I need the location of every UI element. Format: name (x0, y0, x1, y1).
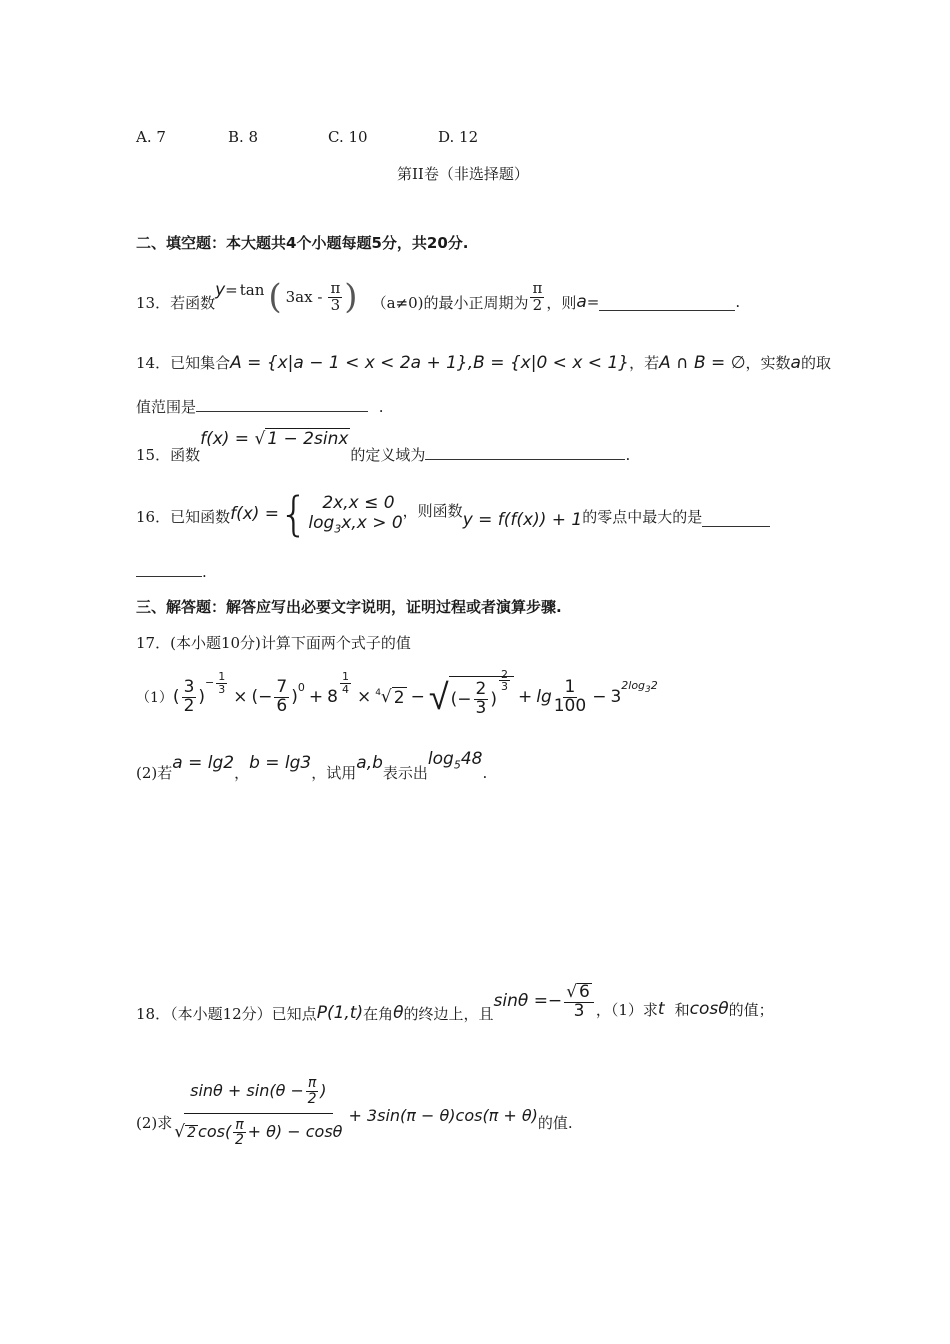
q17-part2 (136, 749, 488, 784)
q13-period-fraction: $\frac{\pi}{2}$ (532, 278, 543, 314)
section-heading-fill-blank: 二、填空题：本大题共4个小题每题5分，共20分. (136, 234, 469, 252)
q17-log: $\log_548$ (427, 749, 483, 772)
q16-number: 16．已知函数 (136, 507, 231, 526)
q14-tail: ，实数 (745, 354, 791, 372)
q16-fx: f(x) = (230, 504, 280, 524)
q16-case2: $\log_3x,x > 0$ (308, 512, 403, 536)
q13-y: y (215, 280, 226, 300)
q13-a: a (576, 292, 587, 312)
question-16-line2 (136, 562, 207, 581)
q18-p2-tail: 的值. (537, 1113, 573, 1132)
q13-answer-blank[interactable] (599, 296, 735, 311)
q16-case1: 2x,x ≤ 0 (322, 492, 395, 513)
q16-mid: ，则函数 (402, 501, 463, 520)
q18-and: 和 (674, 1000, 690, 1019)
question-13 (136, 272, 740, 322)
q17-b-def: b = lg3 (249, 753, 312, 773)
question-16 (136, 486, 770, 542)
question-14-line1 (136, 352, 831, 373)
q14-a: a (790, 353, 801, 373)
q18-point: P(1,t) (316, 1003, 364, 1023)
q14-tail2: 的取 (800, 354, 831, 372)
q17-comma: ， (234, 764, 250, 782)
q13-condition: （a≠0)的最小正周期为 (371, 293, 529, 312)
q18-p2: (2)求 (136, 1113, 173, 1132)
q15-radicand: 1 − 2sinx (267, 429, 349, 449)
q16-tail: 的零点中最大的是 (582, 507, 703, 526)
q13-fraction: $\frac{\pi}{3}$ (330, 278, 341, 314)
q17-title: 17．(本小题10分)计算下面两个式子的值 (136, 634, 411, 652)
q13-then: ，则 (546, 293, 577, 312)
option-b: B. 8 (228, 128, 259, 146)
q17-express: 表示出 (382, 764, 428, 782)
q17-part1 (136, 662, 658, 732)
q14-cond: ，若 (629, 354, 660, 372)
q16-brace: { (279, 487, 309, 541)
q17-end: . (482, 764, 488, 782)
q13-arg: 3ax - (285, 288, 323, 306)
option-d: D. 12 (438, 128, 479, 146)
q13-tan: tan (239, 281, 265, 299)
q16-cases (308, 493, 402, 536)
q16-answer-blank-line2[interactable] (136, 562, 202, 577)
q18-sin: sinθ =− (493, 991, 563, 1011)
q13-eq: = (225, 281, 238, 299)
q18-tail: 的值； (728, 1000, 774, 1019)
option-c: C. 10 (328, 128, 368, 146)
q15-answer-blank[interactable] (425, 445, 625, 460)
q18-cos: cosθ (689, 999, 729, 1019)
q16-y-function: y = f(f(x)) + 1 (462, 510, 583, 530)
q15-function: f(x) = (200, 429, 255, 449)
section-heading-answers: 三、解答题：解答应写出必要文字说明，证明过程或者演算步骤. (136, 598, 562, 616)
q18-big-fraction: sinθ + sin(θ − $\frac{\pi}{2}$ ) √ 2 cos( $\frac{\pi}{2}$ + θ) − cosθ (174, 1075, 343, 1149)
q18-fraction: $\frac{√ 6}{3}$ (564, 983, 594, 1021)
q15-end: . (625, 446, 631, 464)
q17-part1-label: （1） (136, 690, 173, 706)
q13-number: 13．若函数 (136, 293, 216, 312)
q18-mid2: 的终边上，且 (403, 1004, 494, 1023)
q17-ab: a,b (356, 753, 383, 773)
question-15 (136, 428, 630, 464)
q14-sets: A = {x|a − 1 < x < 2a + 1},B = {x|0 < x < 1} (230, 353, 630, 373)
q18-number: 18．（本小题12分）已知点 (136, 1004, 317, 1023)
q18-plus-term: + 3sin(π − θ)cos(π + θ) (348, 1105, 538, 1125)
q14-range-label: 值范围是 (136, 398, 197, 416)
q15-tail: 的定义域为 (350, 446, 426, 464)
part-title: 第II卷（非选择题） (397, 165, 529, 183)
q17-expression: ( $\frac{3}{2}$ ) $^{- \frac{1}{3}}$ × (− $\frac{7}{6}$ ) $^0$ + 8 $^{\frac{1}{4}}$ × $^4$ √ 2 − √ (− $\frac{2}{3}$ ) $^{\frac{2}{3}}$ + lg $\frac{1}{100}$ − 3 $^{2log_3 2}$ (172, 667, 658, 718)
q14-intersection: A ∩ B = ∅ (659, 353, 746, 373)
q14-answer-blank[interactable] (196, 397, 368, 412)
q18-mid: 在角 (363, 1004, 394, 1023)
q13-end: . (735, 293, 741, 311)
q17-part2-label: (2)若 (136, 764, 173, 782)
q13-eq2: = (586, 293, 600, 311)
q17-a-def: a = lg2 (172, 753, 235, 773)
q14-end: . (378, 398, 384, 416)
question-14-line2 (136, 396, 384, 417)
q18-theta: θ (393, 1003, 404, 1023)
q16-answer-blank-line1[interactable] (702, 512, 770, 527)
q15-number: 15．函数 (136, 446, 201, 464)
q13-paren-left: ( (268, 277, 282, 317)
q16-end: . (202, 563, 207, 581)
q18-p1: ，（1）求 (595, 1000, 658, 1019)
q18-t: t (657, 999, 665, 1019)
q14-number: 14．已知集合 (136, 354, 231, 372)
q17-try: ，试用 (311, 764, 357, 782)
q15-sqrt-sign: √ (254, 429, 266, 449)
option-a: A. 7 (136, 128, 166, 146)
q18-line1 (136, 974, 774, 1030)
q18-line2 (136, 1062, 573, 1162)
q13-paren-right: ) (344, 277, 358, 317)
